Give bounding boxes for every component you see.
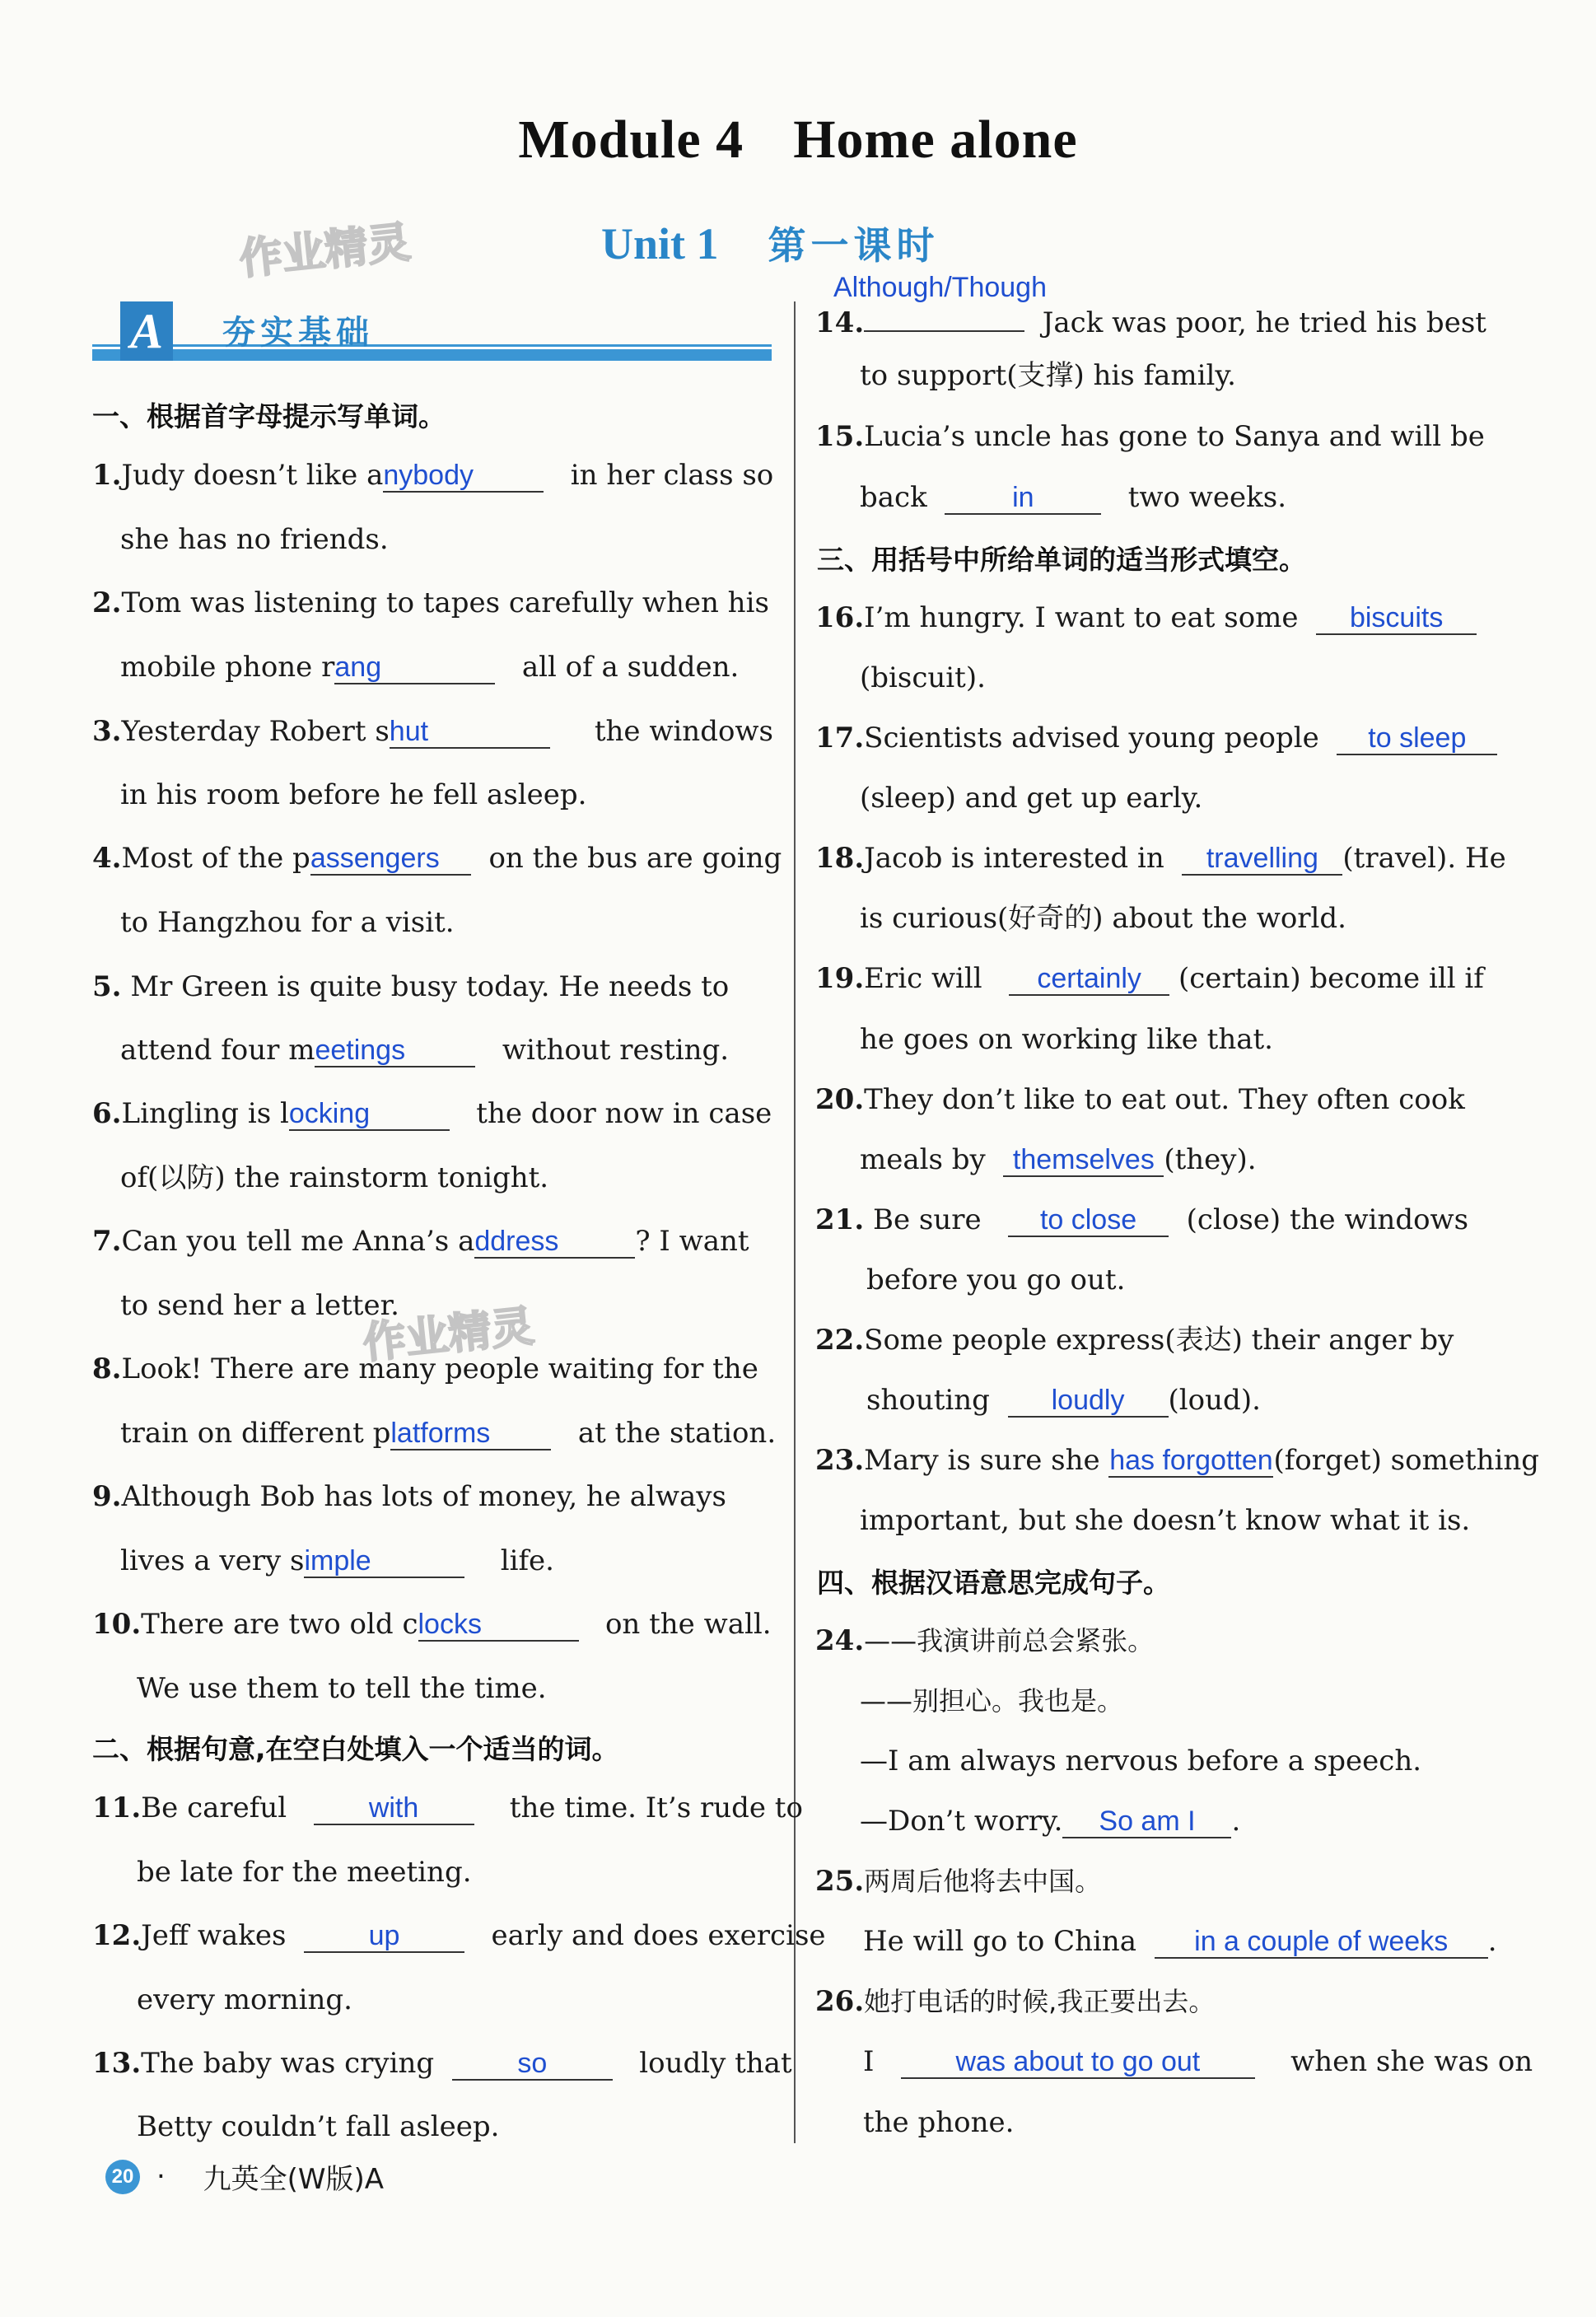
- answer-2: ang: [334, 652, 382, 683]
- question-16: 16.I’m hungry. I want to eat some biscuits: [815, 601, 1477, 635]
- exercise-header-3: 三、用括号中所给单词的适当形式填空。: [817, 544, 1306, 576]
- question-17: 17.Scientists advised young people to sleep: [815, 722, 1497, 755]
- answer-25: in a couple of weeks: [1194, 1926, 1449, 1957]
- question-5-line2: attend four meetings without resting.: [120, 1034, 730, 1067]
- question-6-line2: of(以防) the rainstorm tonight.: [120, 1161, 549, 1194]
- answer-17: to sleep: [1368, 722, 1467, 754]
- question-18-line2: is curious(好奇的) about the world.: [860, 902, 1346, 935]
- question-20: 20.They don’t like to eat out. They often cook: [815, 1083, 1465, 1116]
- answer-22: loudly: [1051, 1385, 1125, 1416]
- answer-7: ddress: [474, 1226, 559, 1257]
- answer-10: locks: [418, 1609, 482, 1640]
- question-26: 26.她打电话的时候,我正要出去。: [815, 1985, 1216, 2018]
- answer-9: imple: [304, 1545, 371, 1577]
- question-16-line2: (biscuit).: [860, 661, 986, 694]
- question-7: 7.Can you tell me Anna’s address ? I want: [92, 1225, 749, 1258]
- question-12-line2: every morning.: [137, 1983, 352, 2016]
- question-11: 11.Be careful with the time. It’s rude to: [92, 1791, 803, 1824]
- answer-15: in: [1012, 482, 1034, 513]
- question-10-line2: We use them to tell the time.: [137, 1672, 547, 1705]
- answer-16: biscuits: [1349, 602, 1444, 633]
- answer-24: So am I: [1099, 1805, 1196, 1837]
- question-25-en: He will go to China in a couple of weeks .: [863, 1925, 1497, 1958]
- module-name: Home alone: [793, 110, 1078, 170]
- question-26-en: I was about to go out when she was on: [863, 2045, 1533, 2078]
- question-14-line2: to support(支撑) his family.: [860, 359, 1236, 392]
- question-2-line2: mobile phone rang all of a sudden.: [120, 651, 740, 684]
- page-footer: [105, 2156, 384, 2197]
- question-4-line2: to Hangzhou for a visit.: [120, 906, 455, 939]
- section-label: 夯实基础: [222, 314, 374, 352]
- module-number: Module 4: [518, 110, 744, 170]
- unit-title: [601, 216, 940, 270]
- section-bar: [92, 347, 772, 361]
- column-divider: [794, 301, 796, 2143]
- question-19: 19.Eric will certainly (certain) become ill if: [815, 962, 1484, 995]
- question-24-en2: —Don’t worry. So am I .: [860, 1805, 1241, 1838]
- footer-dot: ·: [156, 2160, 166, 2193]
- answer-11: with: [368, 1792, 419, 1824]
- question-5: 5. Mr Green is quite busy today. He needs to: [92, 970, 730, 1003]
- answer-3: hut: [389, 716, 429, 747]
- question-24: 24.——我演讲前总会紧张。: [815, 1624, 1155, 1657]
- question-24-cn2: ——别担心。我也是。: [860, 1685, 1124, 1717]
- question-13: 13.The baby was crying so loudly that: [92, 2047, 792, 2080]
- question-19-line2: he goes on working like that.: [860, 1023, 1273, 1056]
- question-18: 18.Jacob is interested in travelling (travel). He: [815, 842, 1506, 875]
- footer-book-code: 九英全(W版)A: [203, 2163, 384, 2196]
- page-number: 20: [105, 2160, 140, 2194]
- answer-23: has forgotten: [1109, 1445, 1273, 1476]
- lesson-label: 第一课时: [768, 223, 940, 268]
- question-11-line2: be late for the meeting.: [137, 1856, 472, 1889]
- answer-13: so: [517, 2048, 548, 2079]
- exercise-header-2: 二、根据句意,在空白处填入一个适当的词。: [92, 1733, 619, 1765]
- exercise-header-4: 四、根据汉语意思完成句子。: [817, 1567, 1170, 1599]
- question-22-line2: shouting loudly (loud).: [866, 1384, 1261, 1417]
- question-26-line2: the phone.: [863, 2106, 1015, 2139]
- question-23-line2: important, but she doesn’t know what it is.: [860, 1504, 1471, 1537]
- question-3-line2: in his room before he fell asleep.: [120, 778, 587, 811]
- section-letter: A: [120, 301, 173, 361]
- answer-5: eetings: [315, 1035, 406, 1066]
- question-10: 10.There are two old clocks on the wall.: [92, 1608, 772, 1641]
- question-2: 2.Tom was listening to tapes carefully when his: [92, 586, 769, 619]
- question-15: 15.Lucia’s uncle has gone to Sanya and will be: [815, 420, 1485, 453]
- question-22: 22.Some people express(表达) their anger by: [815, 1324, 1454, 1357]
- answer-14: Although/Though: [833, 272, 1047, 303]
- answer-6: ocking: [288, 1098, 371, 1129]
- answer-18: travelling: [1206, 843, 1318, 874]
- question-1-line2: she has no friends.: [120, 523, 389, 556]
- answer-12: up: [368, 1920, 400, 1951]
- answer-26: was about to go out: [955, 2046, 1201, 2077]
- answer-1: nybody: [383, 460, 474, 491]
- answer-19: certainly: [1037, 963, 1141, 994]
- question-21-line2: before you go out.: [866, 1264, 1126, 1296]
- question-7-line2: to send her a letter.: [120, 1289, 399, 1322]
- answer-20: themselves: [1012, 1144, 1155, 1175]
- watermark: 作业精灵: [237, 217, 413, 285]
- question-21: 21. Be sure to close (close) the windows: [815, 1203, 1469, 1236]
- question-9: 9.Although Bob has lots of money, he always: [92, 1480, 726, 1513]
- watermark-2: 作业精灵: [361, 1301, 537, 1369]
- answer-21: to close: [1039, 1204, 1137, 1236]
- section-a-banner: [92, 301, 772, 361]
- question-4: 4.Most of the passengers on the bus are going: [92, 842, 782, 875]
- question-13-line2: Betty couldn’t fall asleep.: [137, 2110, 500, 2143]
- answer-4: assengers: [310, 843, 440, 874]
- question-12: 12.Jeff wakes up early and does exercise: [92, 1919, 826, 1952]
- question-3: 3.Yesterday Robert shut the windows: [92, 715, 773, 748]
- question-8: 8.Look! There are many people waiting for the: [92, 1352, 758, 1385]
- answer-8: latforms: [390, 1418, 491, 1449]
- question-17-line2: (sleep) and get up early.: [860, 782, 1203, 815]
- question-15-line2: back in two weeks.: [860, 481, 1286, 514]
- question-25: 25.两周后他将去中国。: [815, 1865, 1102, 1898]
- exercise-header-1: 一、根据首字母提示写单词。: [92, 400, 446, 432]
- question-1: 1.Judy doesn’t like anybody in her class so: [92, 459, 774, 492]
- question-23: 23.Mary is sure she has forgotten(forget) something: [815, 1444, 1540, 1477]
- question-20-line2: meals by themselves (they).: [860, 1143, 1257, 1176]
- page-title: [0, 109, 1596, 171]
- question-8-line2: train on different platforms at the station.: [120, 1417, 777, 1450]
- question-6: 6.Lingling is locking the door now in case: [92, 1097, 772, 1130]
- unit-number: Unit 1: [601, 219, 719, 269]
- question-9-line2: lives a very simple life.: [120, 1544, 554, 1577]
- question-24-en1: —I am always nervous before a speech.: [860, 1745, 1422, 1777]
- question-14: 14. Jack was poor, he tried his best: [815, 299, 1486, 339]
